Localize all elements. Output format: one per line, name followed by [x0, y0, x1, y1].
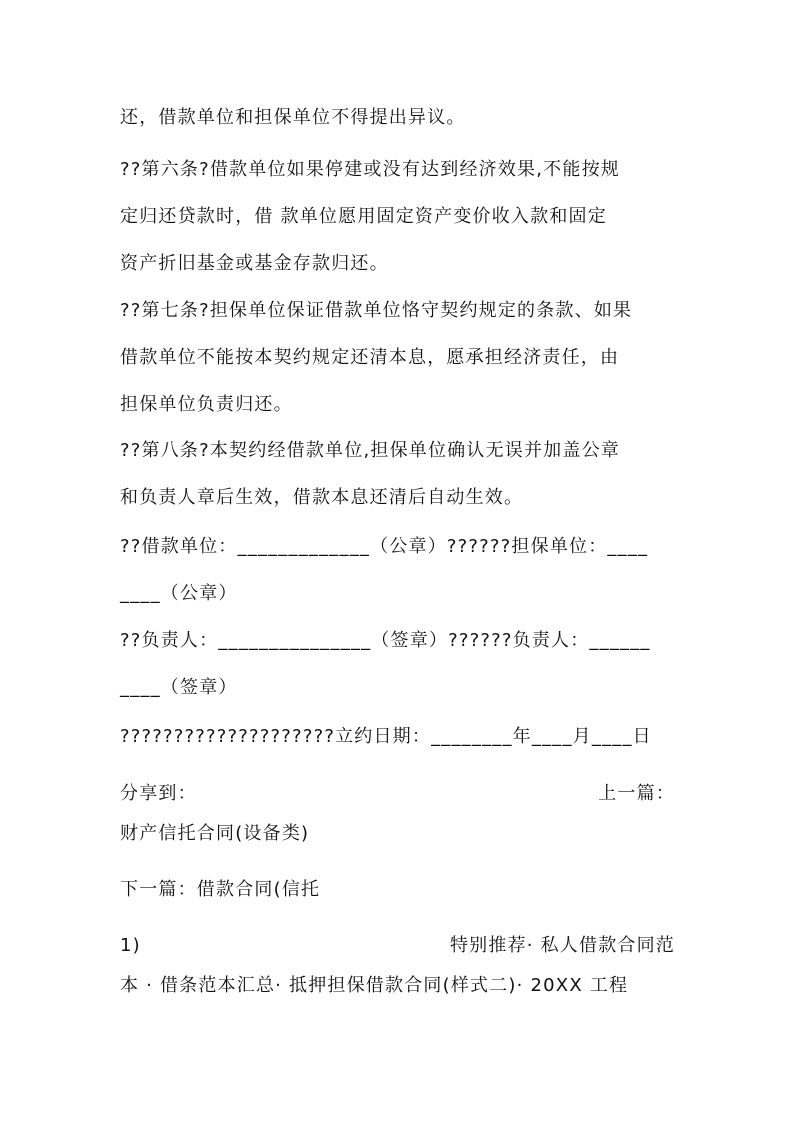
text-line: 借款单位不能按本契约规定还清本息，愿承担经济责任，由: [120, 347, 620, 368]
paragraph-continuation: [120, 100, 675, 147]
text-line: 资产折旧基金或基金存款归还。: [120, 253, 389, 274]
recommend-links[interactable]: [120, 968, 675, 1004]
text-line: ????????????????????立约日期：________年____月____日: [120, 726, 652, 747]
prev-article-link[interactable]: [120, 816, 675, 852]
signature-persons: [120, 623, 675, 717]
article-seven: [120, 293, 675, 434]
text-line: ??第六条?借款单位如果停建或没有达到经济效果,不能按规: [120, 159, 620, 180]
recommend-links-text[interactable]: 本 · 借条范本汇总· 抵押担保借款合同(样式二)· 20XX 工程: [120, 975, 629, 996]
article-six: [120, 152, 675, 293]
contract-date: [120, 719, 675, 766]
recommend-label[interactable]: 特别推荐· 私人借款合同范: [449, 935, 675, 956]
signature-units: [120, 529, 675, 623]
article-eight: [120, 433, 675, 527]
text-line: 定归还贷款时，借 款单位愿用固定资产变价收入款和固定: [120, 206, 607, 227]
text-line: 和负责人章后生效，借款本息还清后自动生效。: [120, 487, 524, 508]
next-article-link[interactable]: [120, 872, 675, 908]
text-line: ??负责人：_______________（签章）??????负责人：______: [120, 630, 651, 651]
prev-label[interactable]: 上一篇：: [598, 783, 675, 804]
text-line: 还，借款单位和担保单位不得提出异议。: [120, 107, 466, 128]
text-line: ??第八条?本契约经借款单位,担保单位确认无误并加盖公章: [120, 440, 620, 461]
share-prev-row: [120, 776, 675, 812]
text-line: ??第七条?担保单位保证借款单位恪守契约规定的条款、如果: [120, 300, 633, 321]
text-line: ____（公章）: [120, 583, 238, 604]
recommend-row: [120, 928, 675, 964]
recommend-number: 1): [120, 935, 141, 956]
text-line: ??借款单位：_____________（公章）??????担保单位：____: [120, 536, 649, 557]
prev-article-title[interactable]: 财产信托合同(设备类): [120, 823, 310, 844]
text-line: 担保单位负责归还。: [120, 394, 293, 415]
text-line: ____（签章）: [120, 677, 238, 698]
share-label: 分享到：: [120, 783, 197, 804]
next-article-title[interactable]: 下一篇：借款合同(信托: [120, 879, 321, 900]
